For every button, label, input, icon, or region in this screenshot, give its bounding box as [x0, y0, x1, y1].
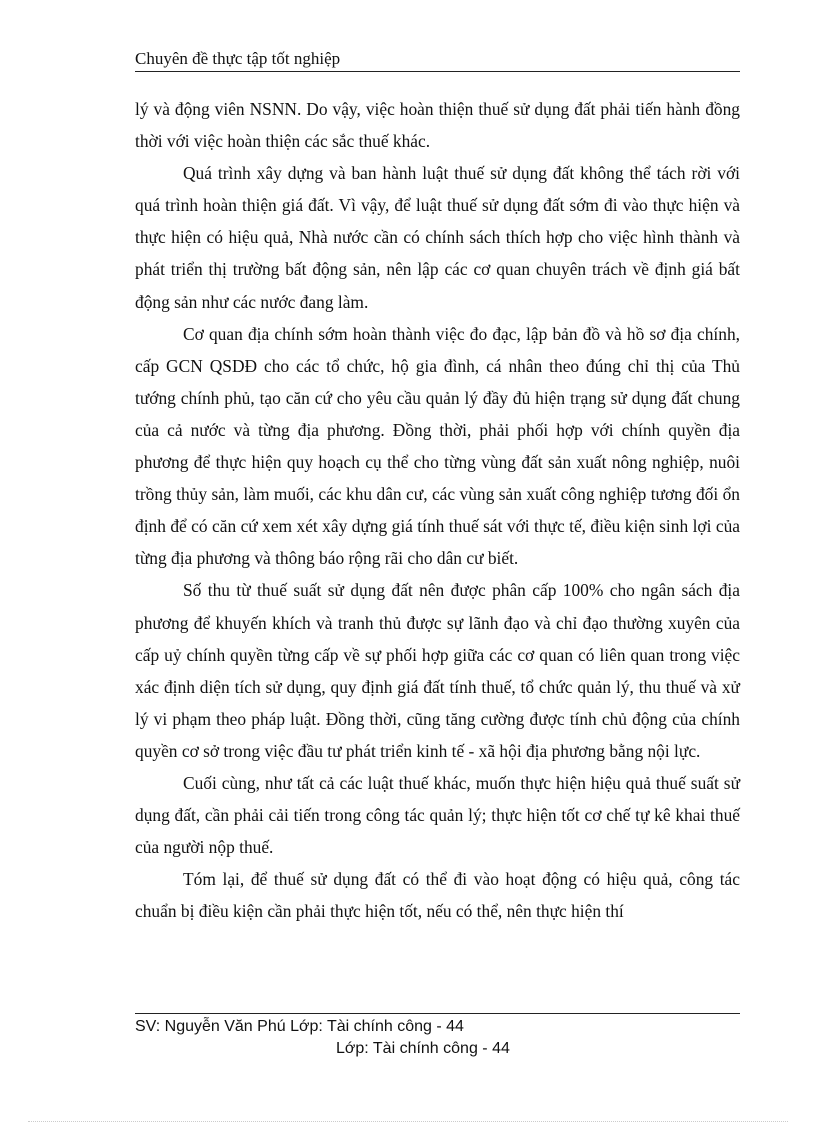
paragraph-2: Quá trình xây dựng và ban hành luật thuế sử dụng đất không thể tách rời với quá trình hoàn thiện giá đất. Vì vậy, để luật thuế sử dụng đất sớm đi vào thực hiện và thực hiện có hiệu quả, Nhà nước cần có chính sách thích hợp cho việc hình thành và phát triển thị trường bất động sản, nên lập các cơ quan chuyên trách về định giá bất động sản như các nước đang làm. — [135, 163, 740, 312]
page-header: Chuyên đề thực tập tốt nghiệp — [135, 49, 341, 68]
paragraph-4: Số thu từ thuế suất sử dụng đất nên được phân cấp 100% cho ngân sách địa phương để khuyến khích và tranh thủ được sự lãnh đạo và chỉ đạo thường xuyên của cấp uỷ chính quyền từng cấp về sự phối hợp giữa các cơ quan có liên quan trong việc xác định diện tích sử dụng, quy định giá đất tính thuế, tổ chức quản lý, thu thuế và xử lý vi phạm theo pháp luật. Đồng thời, cũng tăng cường được tính chủ động của chính quyền cơ sở trong việc đầu tư phát triển kinh tế - xã hội địa phương bằng nội lực. — [135, 580, 740, 761]
header-divider — [135, 71, 740, 72]
page-bottom-border — [28, 1121, 788, 1122]
footer-class-line: Lớp: Tài chính công - 44 — [336, 1040, 510, 1057]
paragraph-5: Cuối cùng, như tất cả các luật thuế khác, muốn thực hiện hiệu quả thuế suất sử dụng đất, cần phải cải tiến trong công tác quản lý; thực hiện tốt cơ chế tự kê khai thuế của người nộp thuế. — [135, 772, 740, 858]
paragraph-6: Tóm lại, để thuế sử dụng đất có thể đi vào hoạt động có hiệu quả, công tác chuẩn bị điều kiện cần phải thực hiện tốt, nếu có thể, nên thực hiện thí — [135, 869, 740, 922]
paragraph-3: Cơ quan địa chính sớm hoàn thành việc đo đạc, lập bản đồ và hồ sơ địa chính, cấp GCN QSDĐ cho các tổ chức, hộ gia đình, cá nhân theo đúng chỉ thị của Thủ tướng chính phủ, tạo căn cứ cho yêu cầu quản lý đầy đủ hiện trạng sử dụng đất chung của cả nước và từng địa phương. Đồng thời, phải phối hợp với chính quyền địa phương để thực hiện quy hoạch cụ thể cho từng vùng đất sản xuất nông nghiệp, nuôi trồng thủy sản, làm muối, các khu dân cư, các vùng sản xuất công nghiệp tương đối ổn định để có căn cứ xem xét xây dựng giá tính thuế sát với thực tế, điều kiện sinh lợi của từng địa phương và thông báo rộng rãi cho dân cư biết. — [135, 323, 740, 569]
paragraph-1: lý và động viên NSNN. Do vậy, việc hoàn thiện thuế sử dụng đất phải tiến hành đồng thời với việc hoàn thiện các sắc thuế khác. — [135, 99, 740, 152]
footer-student-line: SV: Nguyễn Văn Phú Lớp: Tài chính công - 44 — [135, 1018, 464, 1035]
footer-divider — [135, 1013, 740, 1014]
document-body — [135, 93, 740, 927]
